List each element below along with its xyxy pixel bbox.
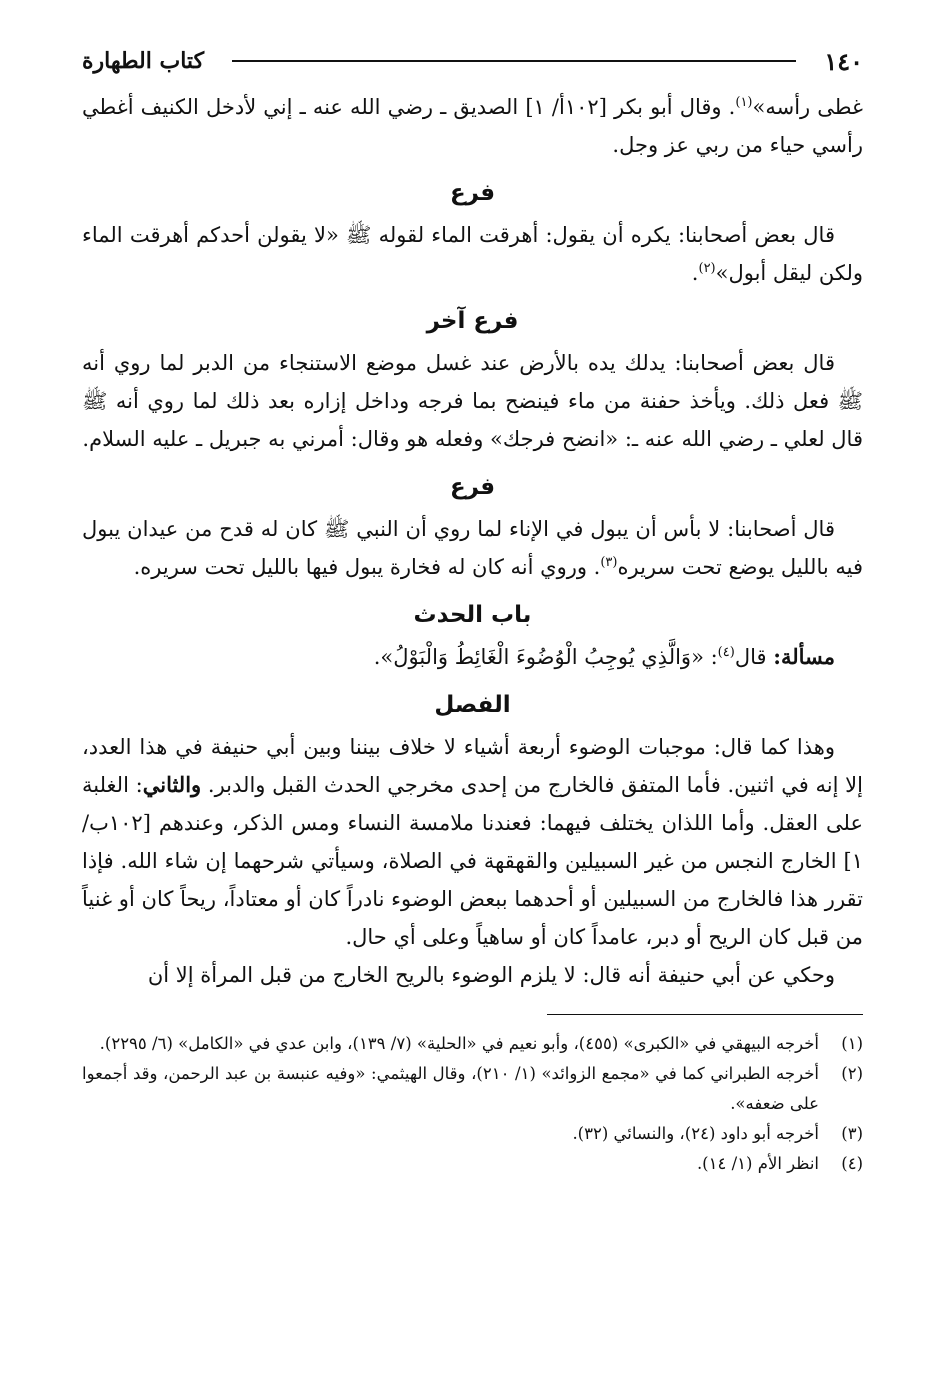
footnote-text: أخرجه الطبراني كما في «مجمع الزوائد» (١/ ٢١٠)، وقال الهيثمي: «وفيه عنبسة بن عبد الرحمن، وقد أجمعوا على ضعفه». — [82, 1064, 819, 1113]
bold-term: والثاني — [142, 772, 202, 797]
footnote — [82, 1059, 863, 1119]
section-heading: الفصل — [434, 692, 511, 718]
masala-line: مسألة: قال$^{(٤)}$: «وَالَّذِي يُوجِبُ الْوُضُوءَ الْغَائِطُ وَالْبَوْلُ». — [373, 644, 835, 669]
page-number: ١٤٠ — [824, 46, 863, 76]
footnotes — [82, 1029, 863, 1179]
paragraph: قال بعض أصحابنا: يدلك يده بالأرض عند غسل موضع الاستنجاء من الدبر لما روي أنه ﷺ فعل ذلك. ويأخذ حفنة من ماء فينضح بما فرجه وداخل إزاره بعد ذلك لما روي أنه ﷺ قال لعلي ـ رضي الله عنه ـ: «انضح فرجك» وفعله هو وقال: أمرني به جبريل ـ عليه السلام. — [82, 351, 863, 451]
footnote-text: انظر الأم (١/ ١٤). — [696, 1154, 819, 1173]
paragraph: غطى رأسه»$^{(١)}$. وقال أبو بكر [١٠٢أ/ ١] الصديق ـ رضي الله عنه ـ إني لأدخل الكنيف أغطي رأسي حياء من ربي عز وجل. — [82, 95, 863, 157]
footnote-number: (٣) — [841, 1124, 863, 1143]
paragraph: وهذا كما قال: موجبات الوضوء أربعة أشياء لا خلاف بيننا وبين أبي حنيفة في هذا العدد، إلا إنه في اثنين. فأما المتفق فالخارج من إحدى مخرجي الحدث القبل والدبر. والثاني: الغلبة على العقل. وأما اللذان يختلف فيهما: فعندنا ملامسة النساء ومس الذكر، وعندهم [١٠٢ب/ ١] الخارج النجس من غير السبيلين والقهقهة في الصلاة، وسيأتي شرحهما إن شاء الله. فإذا تقرر هذا فالخارج من السبيلين أو أحدهما ببعض الوضوء نادراً كان أو معتاداً، ريحاً كان أو غنياً من قبل كان الريح أو دبر، عامداً كان أو ساهياً وعلى أي حال. — [82, 735, 863, 949]
chapter-heading: باب الحدث — [413, 602, 532, 628]
footnote — [82, 1149, 863, 1179]
section-heading: فرع — [449, 474, 496, 500]
footnote-text: أخرجه البيهقي في «الكبرى» (٤٥٥)، وأبو نعيم في «الحلية» (٧/ ١٣٩)، وابن عدي في «الكامل» (٦/ ٢٢٩٥). — [99, 1034, 819, 1053]
footnote — [82, 1029, 863, 1059]
masala-label: مسألة: — [773, 644, 835, 669]
footnote-ref[interactable]: (٢) — [698, 261, 716, 276]
paragraph: قال أصحابنا: لا بأس أن يبول في الإناء لما روي أن النبي ﷺ كان له قدح من عيدان يبول فيه بالليل يوضع تحت سريره$^{(٣)}$. وروي أنه كان له فخارة يبول فيها بالليل تحت سريره. — [82, 517, 863, 579]
page-header — [82, 44, 863, 78]
section-heading: فرع آخر — [426, 308, 519, 334]
footnote-rule — [547, 1014, 863, 1015]
paragraph: وحكي عن أبي حنيفة أنه قال: لا يلزم الوضوء بالريح الخارج من قبل المرأة إلا أن — [147, 963, 835, 987]
section-heading: فرع — [449, 180, 496, 206]
footnote-text: أخرجه أبو داود (٢٤)، والنسائي (٣٢). — [572, 1124, 819, 1143]
main-text — [82, 88, 863, 994]
footnote-ref[interactable]: (٤) — [717, 645, 735, 660]
footnote-number: (١) — [841, 1034, 863, 1053]
book-title: كتاب الطهارة — [82, 48, 205, 74]
header-rule — [232, 60, 796, 62]
footnote-number: (٤) — [841, 1154, 863, 1173]
footnote-ref[interactable]: (٣) — [600, 555, 618, 570]
footnote — [82, 1119, 863, 1149]
footnote-ref[interactable]: (١) — [735, 95, 753, 110]
footnote-number: (٢) — [841, 1064, 863, 1083]
paragraph: قال بعض أصحابنا: يكره أن يقول: أهرقت الماء لقوله ﷺ «لا يقولن أحدكم أهرقت الماء ولكن ليقل أبول»$^{(٢)}$. — [82, 223, 863, 285]
